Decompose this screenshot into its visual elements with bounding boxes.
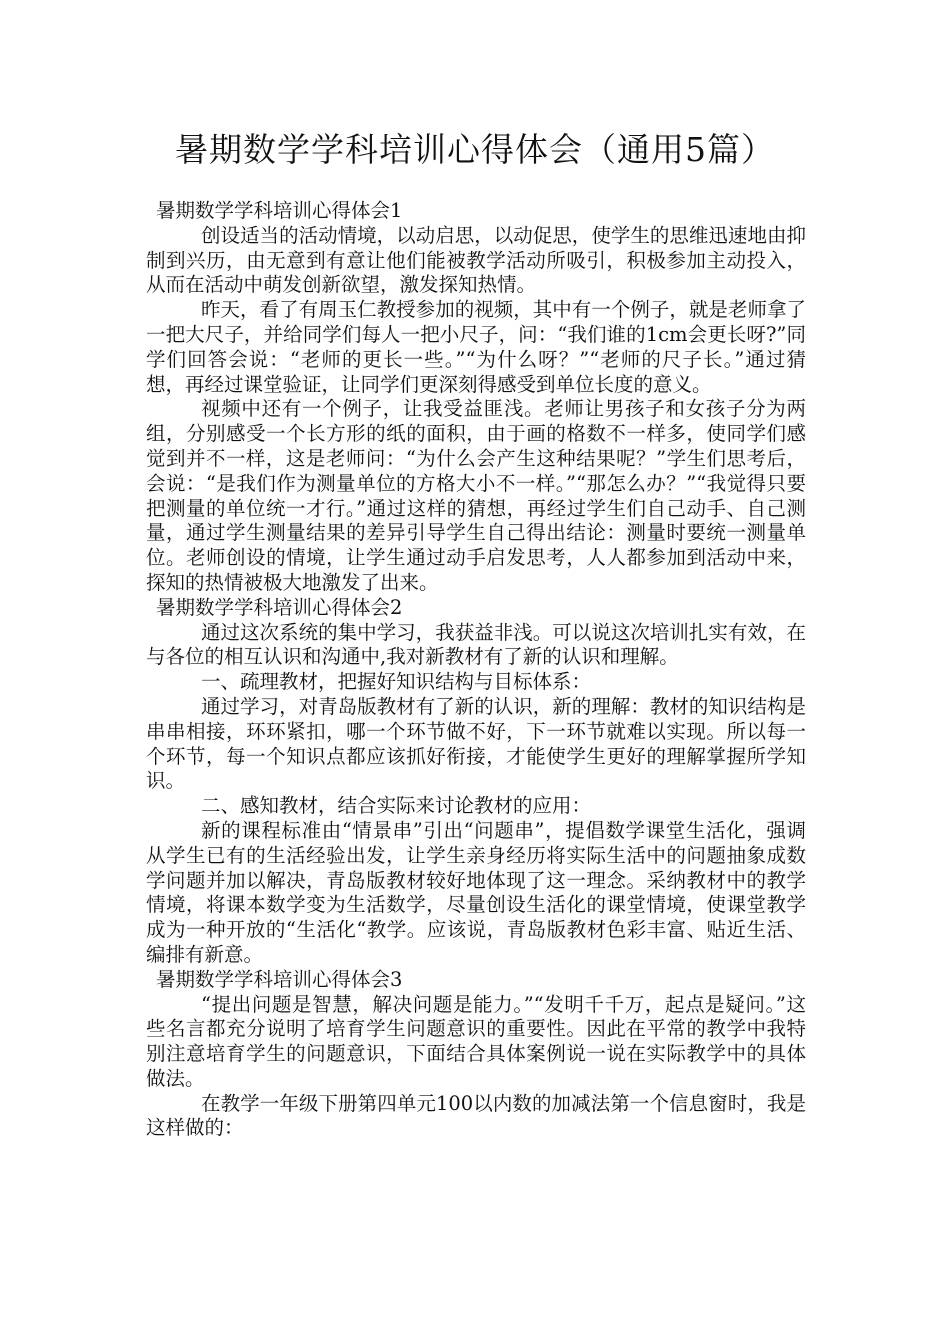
paragraph: 一、疏理教材，把握好知识结构与目标体系： (201, 670, 592, 694)
paragraph: 通过这次系统的集中学习，我获益非浅。可以说这次培训扎实有效，在与各位的相互认识和沟通中,我对新教材有了新的认识和理解。 (146, 620, 806, 669)
paragraph: 在教学一年级下册第四单元100以内数的加减法第一个信息窗时，我是这样做的： (146, 1091, 806, 1140)
paragraph: 视频中还有一个例子，让我受益匪浅。老师让男孩子和女孩子分为两组，分别感受一个长方形的纸的面积，由于画的格数不一样多，使同学们感觉到并不一样，这是老师问：“为什么会产生这种结果呢？”学生们思考后，会说：“是我们作为测量单位的方格大小不一样。”“那怎么办？”“我觉得只要把测量的单位统一才行。”通过这样的猜想，再经过学生们自己动手、自己测量，通过学生测量结果的差异引导学生自己得出结论：测量时要统一测量单位。老师创设的情境，让学生通过动手启发思考，人人都参加到活动中来，探知的热情被极大地激发了出来。 (146, 397, 806, 594)
paragraph: 新的课程标准由“情景串”引出“问题串”，提倡数学课堂生活化，强调从学生已有的生活经验出发，让学生亲身经历将实际生活中的问题抽象成数学问题并加以解决，青岛版教材较好地体现了这一理念。采纳教材中的教学情境，将课本数学变为生活数学，尽量创设生活化的课堂情境，使课堂教学成为一种开放的“生活化“教学。应该说，青岛版教材色彩丰富、贴近生活、编排有新意。 (146, 818, 806, 966)
section-heading-3: 暑期数学学科培训心得体会3 (156, 967, 403, 991)
paragraph: “提出问题是智慧，解决问题是能力。”“发明千千万，起点是疑问。”这些名言都充分说明了培育学生问题意识的重要性。因此在平常的教学中我特别注意培育学生的问题意识，下面结合具体案例说一说在实际教学中的具体做法。 (146, 992, 806, 1090)
paragraph: 二、感知教材，结合实际来讨论教材的应用： (201, 794, 592, 818)
paragraph: 昨天，看了有周玉仁教授参加的视频，其中有一个例子，就是老师拿了一把大尺子，并给同学们每人一把小尺子，问：“我们谁的1cm会更长呀?”同学们回答会说：“老师的更长一些。”“为什么呀？”“老师的尺子长。”通过猜想，再经过课堂验证，让同学们更深刻得感受到单位长度的意义。 (146, 298, 806, 396)
section-heading-2: 暑期数学学科培训心得体会2 (156, 595, 403, 619)
document-title: 暑期数学学科培训心得体会（通用5篇） (175, 130, 775, 169)
section-heading-1: 暑期数学学科培训心得体会1 (156, 199, 403, 222)
document-body (146, 199, 806, 1141)
paragraph: 通过学习，对青岛版教材有了新的认识，新的理解：教材的知识结构是串串相接，环环紧扣，哪一个环节做不好，下一环节就难以实现。所以每一个环节，每一个知识点都应该抓好衔接，才能使学生更好的理解掌握所学知识。 (146, 694, 806, 793)
paragraph: 创设适当的活动情境，以动启思，以动促思，使学生的思维迅速地由抑制到兴历，由无意到有意让他们能被教学活动所吸引，积极参加主动投入，从而在活动中萌发创新欲望，激发探知热情。 (146, 223, 806, 297)
